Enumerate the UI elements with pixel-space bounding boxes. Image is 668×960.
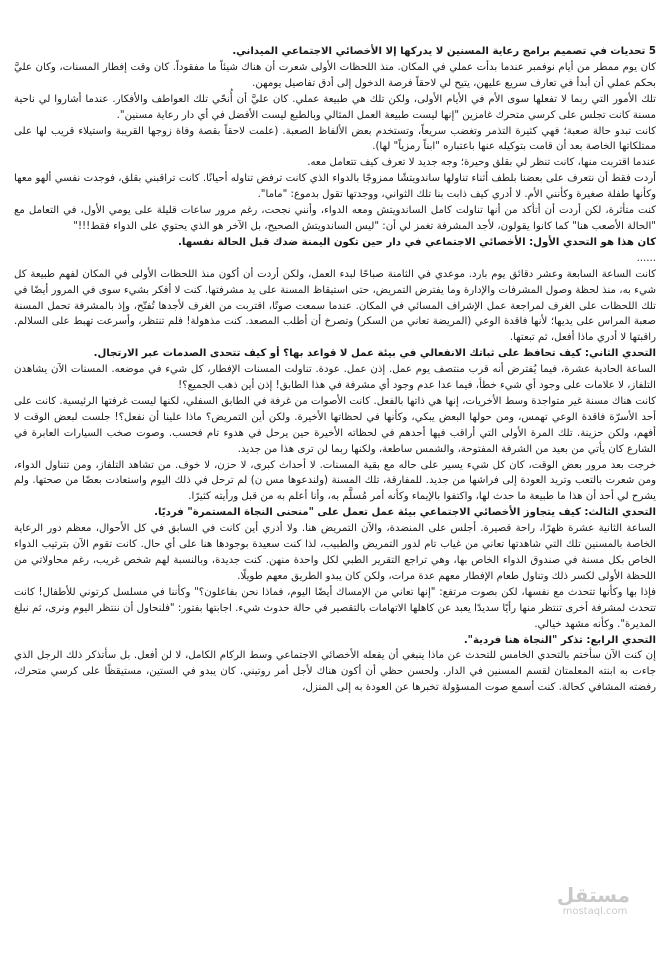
paragraph: كانت تبدو حالة صعبة؛ فهي كثيرة التذمر وتغضب سريعاً، وتستخدم بعض الألفاظ الصعبة. (علمت لاحقاً بقصة وفاة زوجها القريبة واستيلاء قريب لها على ممتلكاتها الخاصة بعد أن قامت بتوكيله عنها باعتباره "ابناً رمزياً" لها).: [14, 125, 656, 153]
paragraph: إن كنت الآن سأختم بالتحدي الخامس للتحدث عن ماذا ينبغي أن يفعله الأخصائي الاجتماعي وسط الركام الكامل، لا لن أفعل. بل سأتذكر ذلك الرجل الذي جاءت به ابنته المعلمتان لقسم المسنين في الدار. ولحسن حظي أن أكون هناك لأجل أمر روتيني. كان يبدو في الستين، مستيقظًا على كرسي متحرك، رفضته المشافي كحالة. كنت أسمع صوت المسؤولة تخبرها عن العودة به إلى المنزل،: [14, 650, 656, 694]
section-separator: ......: [636, 252, 656, 264]
paragraph: كان يوم ممطر من أيام نوفمبر عندما بدأت عملي في المكان. منذ اللحظات الأولى شعرت أن هناك شيئاً ما مفقوداً. كان وقت إفطار المسنات، وكان عليَّ بحكم عملي أن أبدأ في تعارف سريع عليهن، يتيح لي لاحقاً فرصة الدخول إلى أدق تفاصيل يومهن.: [14, 61, 656, 89]
challenge-heading-1: كان هذا هو التحدي الأول: الأخصائي الاجتماعي في دار حين تكون اليمنة ضدك قبل الحالة نفسها.: [178, 236, 656, 248]
watermark-word: مستقل: [556, 883, 630, 907]
paragraph: تلك الأمور التي ربما لا تفعلها سوى الأم في الأيام الأولى، ولكن تلك هي طبيعة عملي. كان عليَّ أن أُنحّي تلك العواطف والأفكار. عندما أشاروا لي ناحية مسنة كانت تجلس على كرسي متحرك غامزين "إنها ليست طبيعة العمل المثالي وبالطبع ليست الأفضل في أي دار رعاية مسنين".: [14, 93, 656, 121]
document-body: [14, 44, 656, 696]
paragraph: الساعة الحادية عشرة، فيما يُفترض أنه قرب منتصف يوم عمل. إذن عمل. عودة. تناولت المسنات الإفطار، كل شيء في موضعه. المسنات الآن يشاهدن التلفاز، لا علامات على وجود أي شيء خطأ، فيما عدا عدم وجود أي مشرفة في هذا الطابق! إذن أين ذهب الجميع؟!: [14, 364, 656, 392]
challenge-heading-4: التحدي الرابع: تذكر "النجاة هنا فردية".: [463, 634, 656, 646]
paragraph: عندما اقتربت منها، كانت تنظر لي بقلق وحيرة؛ وجه جديد لا تعرف كيف تتعامل معه.: [307, 157, 656, 169]
document-title: 5 تحديات في تصميم برامج رعاية المسنين لا يدركها إلا الأخصائي الاجتماعي الميداني.: [232, 46, 656, 57]
paragraph: خرجت بعد مرور بعض الوقت، كان كل شيء يسير على حاله مع بقية المسنات. لا أحداث كبرى، لا حزن، لا خوف. من تشاهد التلفاز، ومن تتناول الدواء، ومن شعرت بالتعب وتريد العودة إلى فراشها من جديد. للمفارقة، تلك المسنة (ولندعوها مس ن) لم ترحل في ذلك اليوم واستعادت بعضًا من صحتها. ولم يشرح لي أحد أن هذا ما طبيعة ما حدث لها، واكتفوا بالإيماء وكأنه أمر مُسلَّم به، وأنا أعلم به من قبل ورأيته كثيرًا.: [14, 459, 656, 503]
paragraph: أردت فقط أن نتعرف على بعضنا بلطف أثناء تناولها ساندويتشًا ممزوجًا بالدواء الذي كانت ترفض تناوله أحيانًا. كانت تراقبني بقلق، فوجدت نفسي ألهو معها وكأنها طفلة صغيرة وكأنني الأم. لا أدري كيف ذابت بنا تلك الثواني، ووجدتها تقول بدموع: "ماما".: [14, 173, 656, 201]
paragraph: كانت هناك مسنة غير متواجدة وسط الأخريات، إنها هي ذاتها بالفعل. كانت الأصوات من غرفة في الطابق السفلي، لكنها ليست غرفتها الرئيسية. كانت على أحد الأسرّة فاقدة الوعي تهمس، ومن حولها البعض يبكي، وكأنها في لحظاتها الأخيرة. ولكن أين التمريض؟ ماذا علينا أن نفعل؟! جلست لبعض الوقت لا أفهم، ولكن حزينة. تلك المرة الأولى التي أراقب فيها أحدهم في لحظاته الأخيرة حين يرحل في هدوء تام فحسب. وصوت صخب السيارات العابرة في الشارع كان يأتي من بعيد من الشرفة المفتوحة، والشمس ساطعة، ولكنها ربما لن ترى هذا من جديد.: [14, 395, 656, 455]
paragraph: الساعة الثانية عشرة ظهرًا، راحة قصيرة. أجلس على المنضدة، والآن التمريض هنا. ولا أدري أين كانت في السابق في كل الأحوال، معظم دور الرعاية الخاصة بالمسنين تلك التي شاهدتها تعاني من غياب تام لدور التمريض والطبيب، لذا كنت سعيدة بوجودها هنا على أي حال. كانت تقوم الآن بترتيب الدواء الخاص بكل مسنة في صندوق الدواء الخاص بها، وهي تراجع التقرير الطبي لكل واحدة منهن. كنت جديدة، وبالنسبة لهم شخص غريب، رغم محاولاتي من اللحظة الأولى لكسر ذلك وتناول طعام الإفطار معهم عدة مرات، ولكن كان يبدو الطريق معهم طويلًا.: [14, 523, 656, 582]
paragraph: كنت متأثرة، لكن أردت أن أتأكد من أنها تناولت كامل الساندويتش ومعه الدواء، وأنني نجحت، رغم مرور ساعات قليلة على يومي الأول، في التعامل مع "الحالة الأصعب هنا" كما كانوا يقولون، لأجد المشرفة تغمز لي أن: "ليس الساندويتش الصحيح، بل الآخر هو الذي يحتوي على الدواء فقط!!!": [14, 205, 656, 232]
watermark-domain: mostaql.com: [562, 906, 628, 917]
watermark-logo: [556, 883, 630, 918]
challenge-heading-2: التحدي الثاني: كيف تحافظ على ثباتك الانفعالي في بيئة عمل لا قواعد بها؟ أو كيف تتحدى الصدمات عبر الارتجال.: [93, 348, 656, 360]
paragraph: كانت الساعة السابعة وعشر دقائق يوم بارد. موعدي في الثامنة صباحًا لبدء العمل، ولكن أردت أن أكون منذ اللحظات الأولى في المكان لفهم طبيعة كل شيء به، منذ لحظة وصول المشرفات والإدارة وما يفترض التمريض، حتى استيقاظ المسنة على يد مشرفتها. كنت لا أفكر بشيء سوى في المرور أيضًا في تلك اللحظات على الغرف لمراجعة عمل الإشراف المسائي في المكان. عندما سمعت صوتًا، اقتربت من الغرف لأجدها تُفتّح، وإذ بالمشرفة تحمل المسنة صعبة المراس على يديها؛ لأنها فاقدة الوعي (المريضة تعاني من السكر) وتصرخ أن أطلب المصعد. كنت مذهولة! فلم تنتظر، وأسرعت تهبط على السلالم. راقبتها لا أدري ماذا أفعل، ثم تبعتها.: [14, 268, 656, 344]
challenge-heading-3: التحدي الثالث: كيف يتجاوز الأخصائي الاجتماعي بيئة عمل تعمل على "منحنى النجاة المستمرة" فرديًا.: [154, 507, 656, 519]
paragraph: فإذا بها وكأنها تتحدث مع نفسها، لكن بصوت مرتفع: "إنها تعاني من الإمساك أيضًا اليوم، فماذا نحن بفاعلون؟" وكأننا في مسلسل كرتوني للأطفال! كانت تتحدث لمشرفة أخرى تنتظر منها رأيًا سديدًا يعبد عن كاهلها الاتهامات بالتقصير في حالة حدوث شيء. اجابتها بفتور: "فلنحاول أن ننتظر اليوم ونرى، ثم نبلغ المديرة". وكأنه مشهد خيالي.: [14, 586, 656, 630]
